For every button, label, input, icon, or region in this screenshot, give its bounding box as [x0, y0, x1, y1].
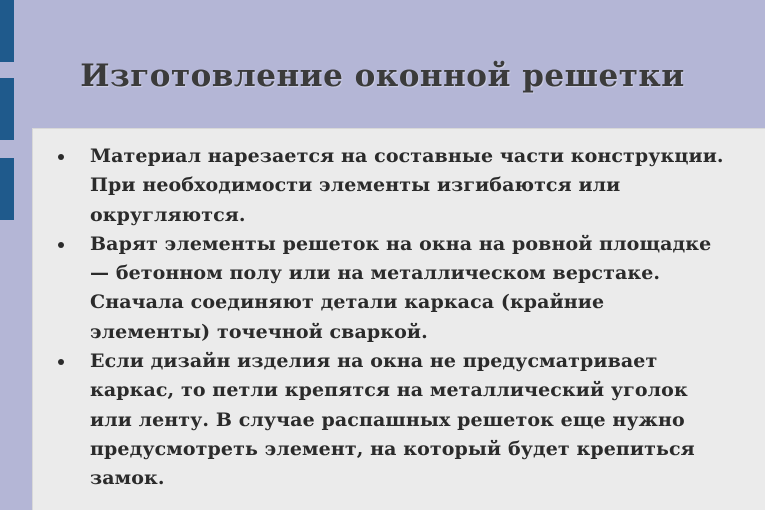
content-panel [32, 128, 765, 510]
bullet-dot-icon [58, 359, 64, 365]
bullet-dot-icon [58, 242, 64, 248]
bullet-text: Варят элементы решеток на окна на ровной площадке — бетонном полу или на металлическом верстаке. Сначала соединяют детали каркаса (крайние элементы) точечной сваркой. [90, 232, 712, 343]
accent-bar-bottom [0, 158, 14, 220]
bullet-item [32, 347, 732, 493]
bullet-list [32, 142, 732, 494]
bullet-item [32, 230, 732, 347]
slide-title: Изготовление оконной решетки [80, 58, 685, 94]
accent-bar-top [0, 0, 14, 62]
bullet-dot-icon [58, 154, 64, 160]
bullet-text: Если дизайн изделия на окна не предусматривает каркас, то петли крепятся на металлический уголок или ленту. В случае распашных решеток еще нужно предусмотреть элемент, на который будет крепиться замок. [90, 350, 695, 490]
bullet-text: Материал нарезается на составные части конструкции. При необходимости элементы изгибаются или округляются. [90, 145, 724, 226]
bullet-item [32, 142, 732, 230]
